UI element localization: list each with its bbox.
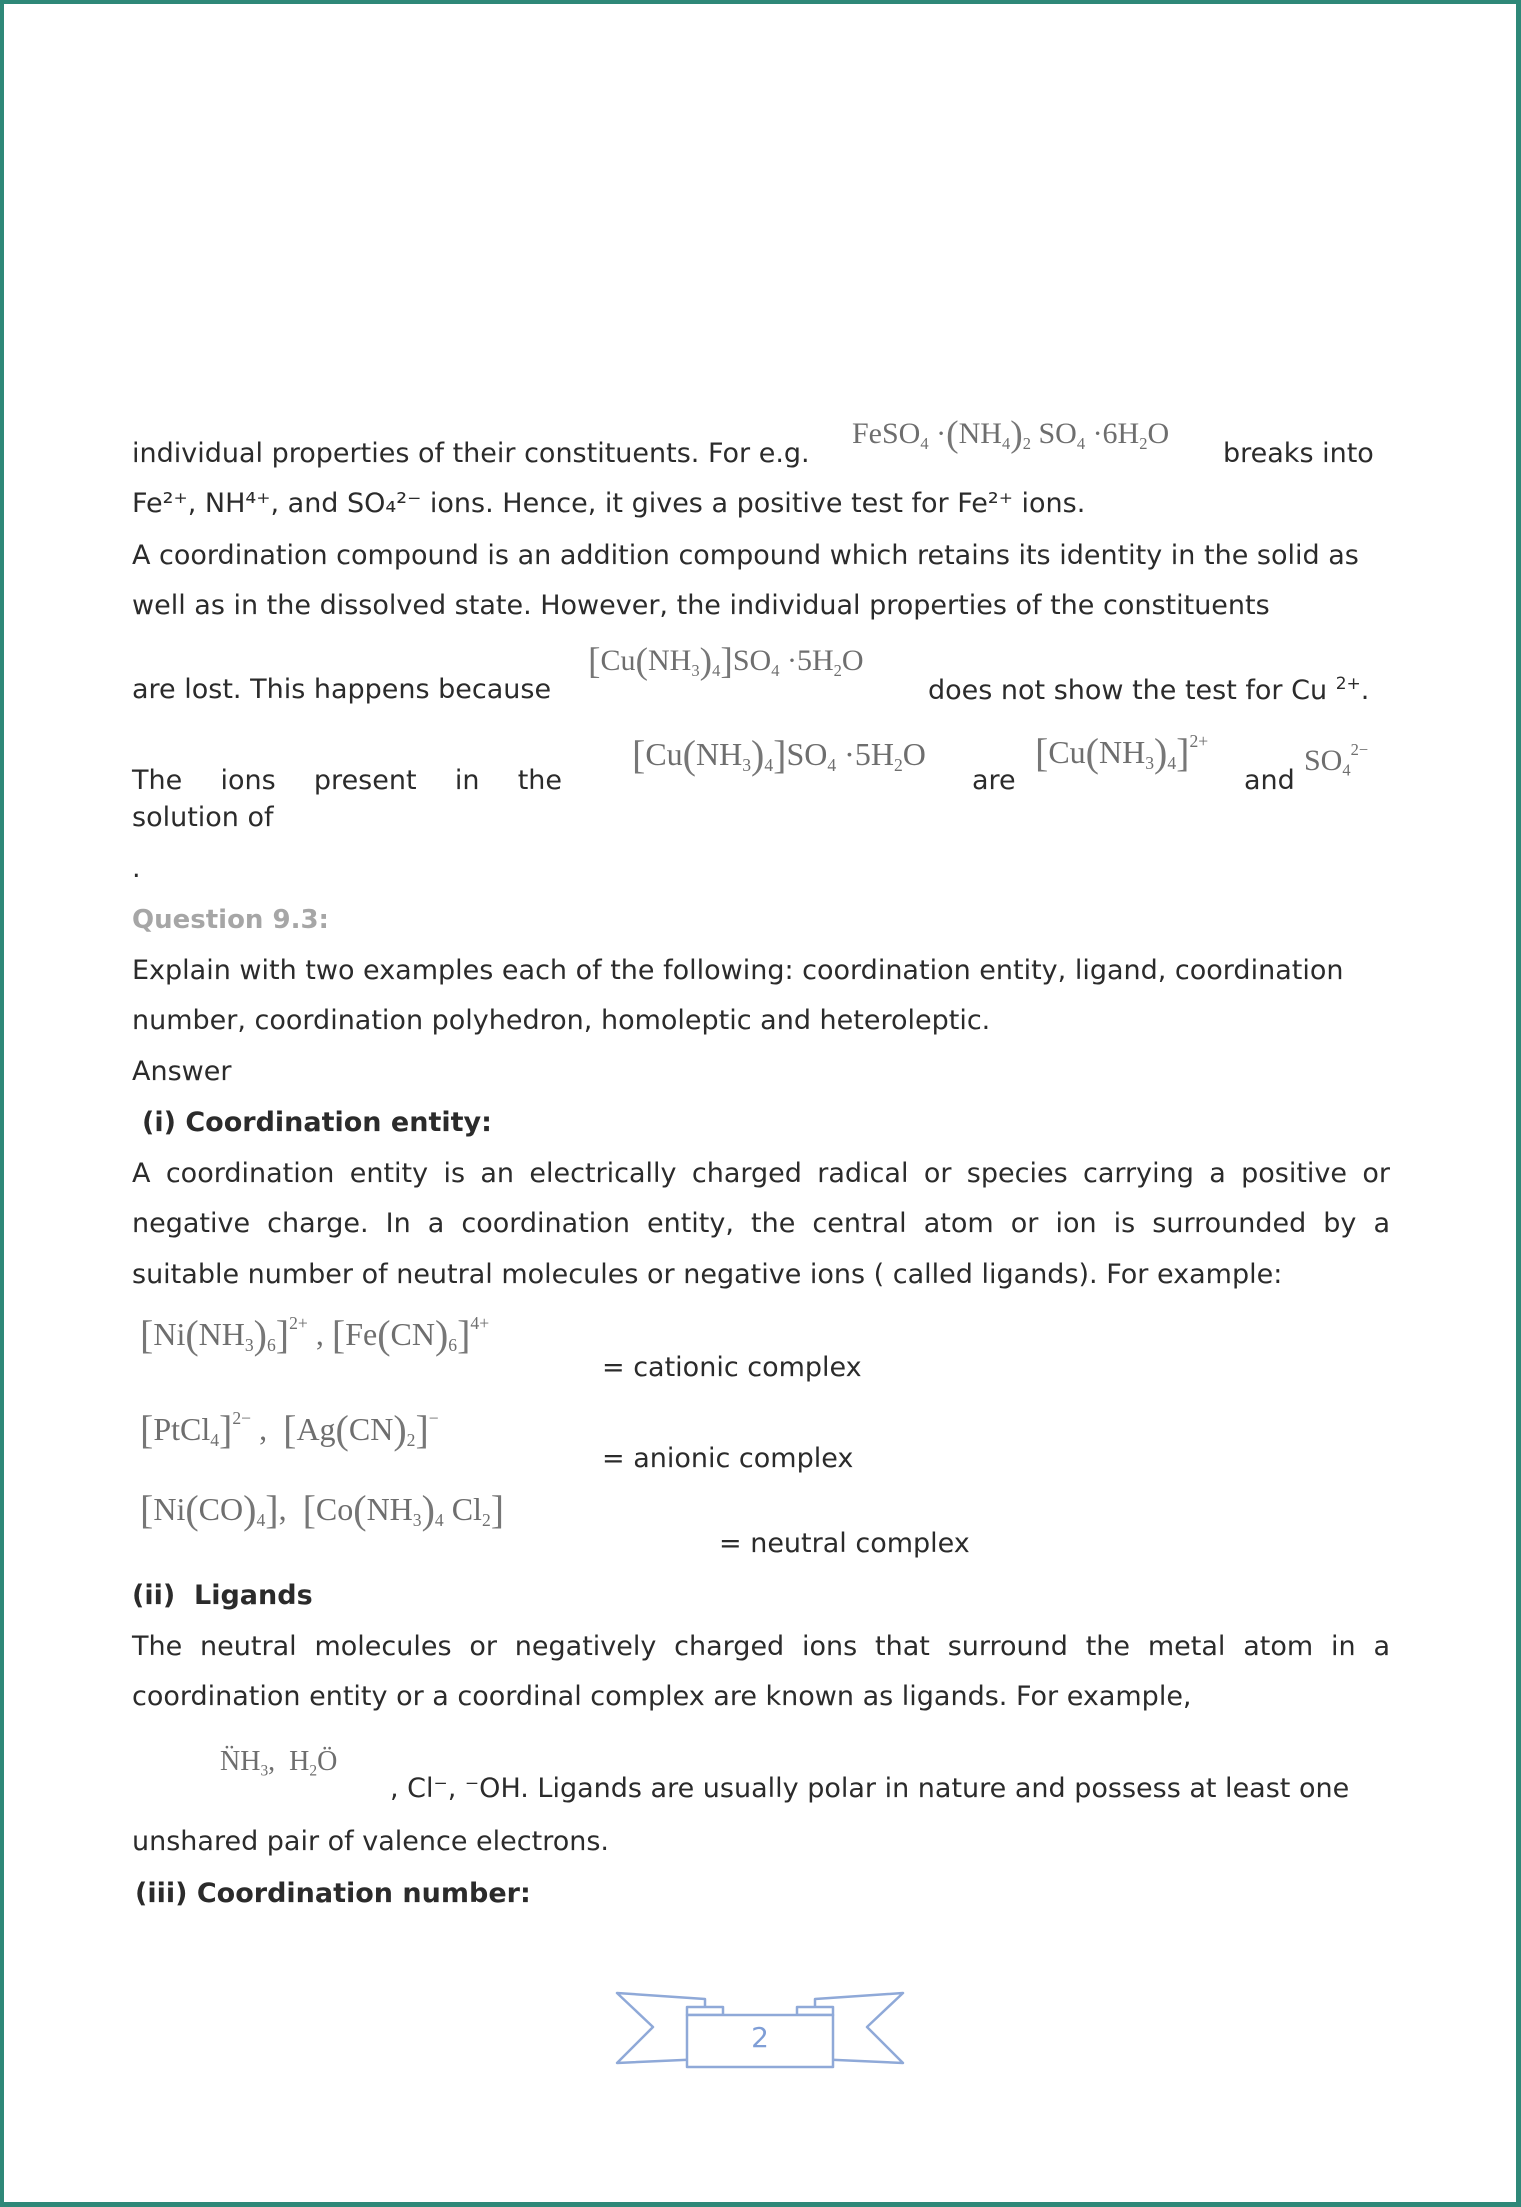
word: the bbox=[517, 765, 562, 796]
label-cationic-complex: = cationic complex bbox=[602, 1352, 862, 1383]
section-heading-coordination-number: (iii) Coordination number: bbox=[135, 1878, 531, 1909]
paragraph-line: are lost. This happens because bbox=[132, 674, 552, 705]
question-line: number, coordination polyhedron, homoleptic and heteroleptic. bbox=[132, 1005, 991, 1036]
page-number: 2 bbox=[751, 2021, 769, 2054]
label-anionic-complex: = anionic complex bbox=[602, 1443, 854, 1474]
formula-mohr-salt: FeSO$_4$ $\cdot(NH_4)_2$ $SO_4 \cdot 6H_2O$ bbox=[852, 414, 1170, 455]
paragraph-line: A coordination compound is an addition compound which retains its identity in the solid as bbox=[132, 540, 1359, 571]
question-line: Explain with two examples each of the following: coordination entity, ligand, coordination bbox=[132, 955, 1344, 986]
answer-label: Answer bbox=[132, 1056, 232, 1087]
paragraph-line: unshared pair of valence electrons. bbox=[132, 1826, 609, 1857]
label-neutral-complex: = neutral complex bbox=[719, 1528, 970, 1559]
word: The bbox=[132, 765, 183, 796]
word: ions bbox=[220, 765, 276, 796]
formula-copper-sulfate-complex: $[Cu(NH_3)_4]SO_4 \cdot 5H_2O$ bbox=[588, 641, 864, 682]
text: . bbox=[1360, 675, 1370, 706]
paragraph-line: coordination entity or a coordinal complex are known as ligands. For example, bbox=[132, 1681, 1192, 1712]
paragraph-line bbox=[132, 440, 810, 467]
paragraph-line: solution of bbox=[132, 802, 274, 833]
section-heading-ligands bbox=[132, 1582, 313, 1609]
formula-copper-sulfate-complex: $[Cu(NH_3)_4]SO_4 \cdot 5H_2O$ bbox=[632, 732, 926, 777]
formula-neutral-examples: $[Ni(CO)_4]$, [$Co(NH_3)_4$ $Cl_2$] bbox=[140, 1487, 505, 1532]
text: does not show the test for Cu bbox=[928, 675, 1328, 706]
section-heading-coordination-entity: (i) Coordination entity: bbox=[142, 1107, 492, 1138]
word: present bbox=[313, 765, 417, 796]
word: in bbox=[454, 765, 480, 796]
formula-cationic-examples: $[Ni(NH_3)_6]^{2+}$ , $[Fe(CN)_6]^{4+}$ bbox=[140, 1312, 490, 1358]
section-title: Ligands bbox=[194, 1580, 313, 1611]
formula-sulfate-ion: $SO_4^{2-}$ bbox=[1304, 740, 1369, 780]
paragraph-line-tail bbox=[928, 676, 1369, 704]
text-and: and bbox=[1244, 765, 1295, 796]
paragraph-line-tail: breaks into bbox=[1223, 438, 1374, 469]
formula-tetraammine-copper-ion: $[Cu(NH_3)_4]^{2+}$ bbox=[1035, 730, 1209, 776]
charge-superscript: 2+ bbox=[1335, 674, 1361, 694]
stray-period: . bbox=[132, 853, 141, 884]
paragraph-line: , Cl⁻, ⁻OH. Ligands are usually polar in nature and possess at least one bbox=[390, 1773, 1350, 1804]
paragraph-line: The neutral molecules or negatively charged ions that surround the metal atom in a bbox=[132, 1631, 1390, 1662]
text-are: are bbox=[972, 765, 1016, 796]
formula-anionic-examples: [PtCl$_4$]$^{2-}$ , $[Ag(CN)_2]^-$ bbox=[140, 1407, 439, 1453]
paragraph-line: A coordination entity is an electrically charged radical or species carrying a positive or bbox=[132, 1158, 1390, 1189]
paragraph-line: suitable number of neutral molecules or negative ions ( called ligands). For example: bbox=[132, 1259, 1283, 1290]
paragraph-line: well as in the dissolved state. However, the individual properties of the constituents bbox=[132, 590, 1270, 621]
text: individual properties of their constituents. For e.g. bbox=[132, 438, 810, 469]
paragraph-line: Fe²⁺, NH⁴⁺, and SO₄²⁻ ions. Hence, it gives a positive test for Fe²⁺ ions. bbox=[132, 488, 1086, 519]
page-number-ribbon bbox=[615, 1985, 905, 2070]
paragraph-line: negative charge. In a coordination entity, the central atom or ion is surrounded by a bbox=[132, 1208, 1390, 1239]
paragraph-line-justified bbox=[132, 767, 562, 794]
question-heading: Question 9.3: bbox=[132, 905, 329, 935]
formula-ammonia-water: $N̈H_3$, $H_2Ö$ bbox=[220, 1746, 338, 1780]
section-number: (ii) bbox=[132, 1580, 176, 1611]
